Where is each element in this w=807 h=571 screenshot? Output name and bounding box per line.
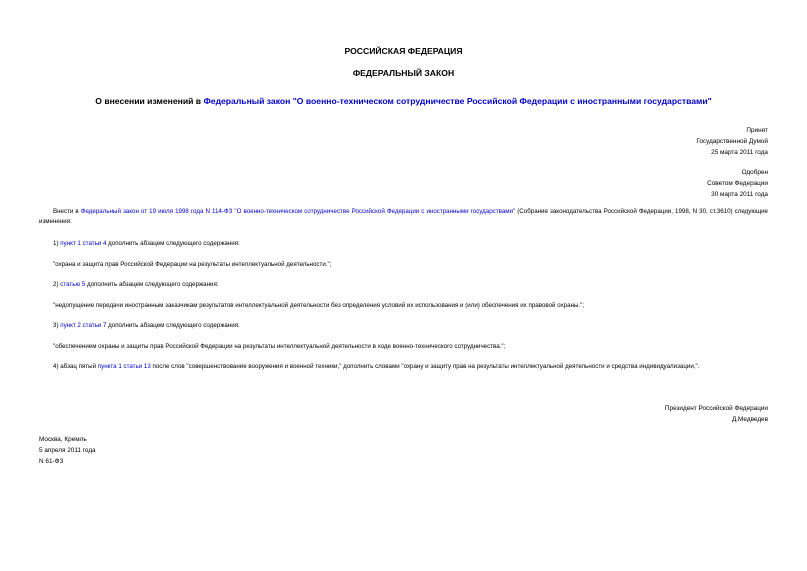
signing-date: 5 апреля 2011 года <box>39 446 96 454</box>
item-3-text: дополнить абзацем следующего содержания: <box>106 322 240 329</box>
signature-name: Д.Медведев <box>731 416 768 424</box>
title-prefix: О внесении изменений в <box>95 96 204 106</box>
item-2-quote: "недопущение передачи иностранным заказчикам результатов интеллектуальной деятельности без определения условий их использования и (или) обеспечения их правовой охраны."; <box>53 302 585 309</box>
law-number: N 61-ФЗ <box>39 457 64 465</box>
intro-prefix: Внести в <box>53 208 81 215</box>
adopted-block <box>696 125 768 159</box>
item-1-quote: "охрана и защита прав Российской Федерации на результаты интеллектуальной деятельности."; <box>53 261 332 268</box>
item-3-paragraph <box>39 321 768 331</box>
approved-body: Советом Федерации <box>707 180 768 188</box>
item-2-paragraph <box>39 280 768 290</box>
item-3-link[interactable]: пункт 2 статьи 7 <box>60 322 107 329</box>
title-law-link[interactable]: Федеральный закон "О военно-техническом сотрудничестве Российской Федерации с иностранными государствами" <box>203 96 712 106</box>
place-date-block <box>39 435 96 467</box>
intro-law-link[interactable]: Федеральный закон от 19 июля 1998 года N 114-ФЗ "О военно-техническом сотрудничестве Российской Федерации с иностранными государствами" <box>80 208 516 215</box>
signature-block <box>665 403 768 425</box>
item-4-text: после слов "совершенствование вооружения и военной техники," дополнить словами "охрану и защиту прав на результаты интеллектуальной деятельности и средства индивидуализации,". <box>150 363 700 370</box>
document-title <box>0 96 807 107</box>
adopted-body: Государственной Думой <box>696 138 768 146</box>
item-4-number: 4) абзац пятый <box>53 363 98 370</box>
item-4-paragraph <box>39 362 768 372</box>
item-1-paragraph <box>39 239 768 249</box>
approved-block <box>707 167 768 201</box>
intro-suffix: (Собрание законодательства Российской Федерации, 1998, N 30, ст.3610) следующие изменения: <box>39 208 768 226</box>
approved-date: 30 марта 2011 года <box>711 191 768 199</box>
heading-doc-type: ФЕДЕРАЛЬНЫЙ ЗАКОН <box>352 68 455 78</box>
heading-country: РОССИЙСКАЯ ФЕДЕРАЦИЯ <box>344 46 463 56</box>
item-1-text: дополнить абзацем следующего содержания: <box>106 240 240 247</box>
item-1-number: 1) <box>53 240 61 247</box>
item-1-link[interactable]: пункт 1 статьи 4 <box>60 240 107 247</box>
intro-paragraph <box>39 207 768 228</box>
item-2-text: дополнить абзацем следующего содержания: <box>85 281 219 288</box>
signature-title: Президент Российской Федерации <box>664 405 768 412</box>
item-2-link[interactable]: статью 5 <box>60 281 86 288</box>
item-4-link[interactable]: пункта 1 статьи 13 <box>97 363 151 370</box>
adopted-date: 25 марта 2011 года <box>711 149 768 157</box>
item-2-number: 2) <box>53 281 61 288</box>
adopted-label: Принят <box>746 127 768 134</box>
item-3-number: 3) <box>53 322 61 329</box>
approved-label: Одобрен <box>741 169 768 176</box>
item-3-quote: "обеспечением охраны и защиты прав Российской Федерации на результаты интеллектуальной деятельности в ходе военно-технического сотрудничества."; <box>53 343 506 350</box>
place-name: Москва, Кремль <box>39 436 87 443</box>
